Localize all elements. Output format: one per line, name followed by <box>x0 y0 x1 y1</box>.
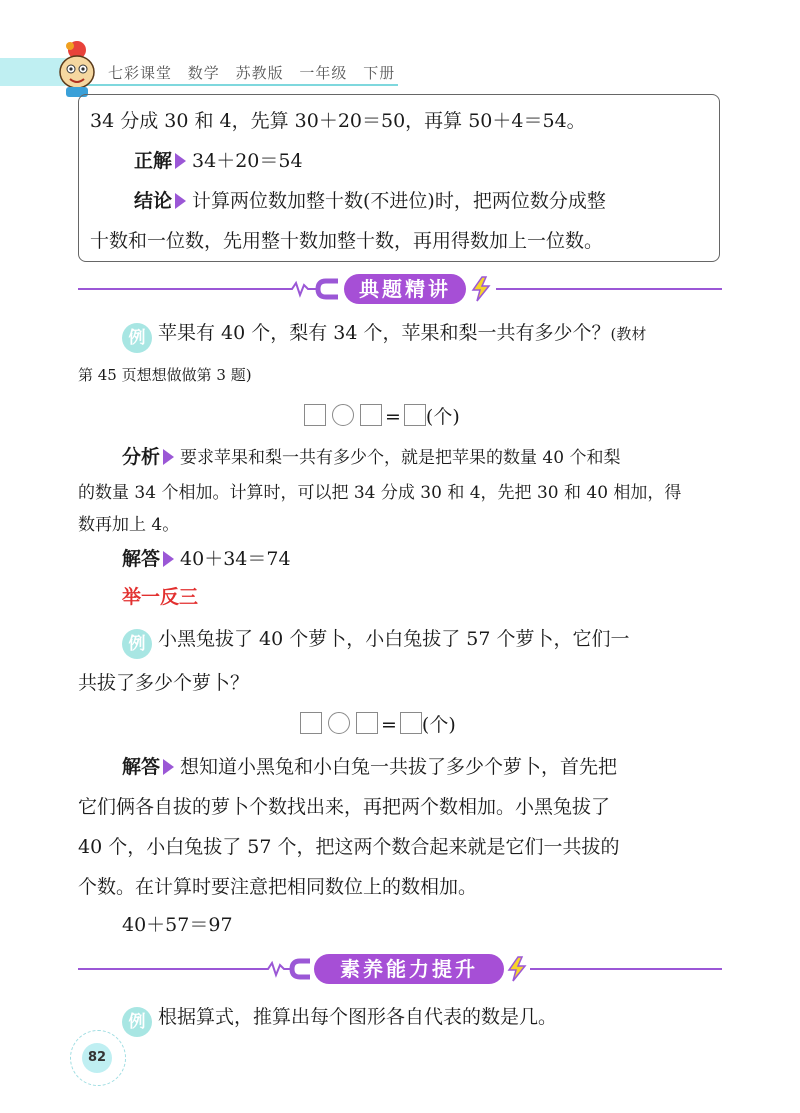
analysis-label: 分析 <box>122 446 161 468</box>
example-1-question <box>122 318 646 353</box>
answer-label: 解答 <box>122 756 161 778</box>
header-series: 七彩课堂 <box>108 64 173 82</box>
practice-answer-line-3: 40 个，小白兔拔了 57 个，把这两个数合起来就是它们一共拔的 <box>78 836 620 858</box>
triangle-icon <box>163 551 174 567</box>
section-title-banner: 素养能力提升 <box>314 954 504 984</box>
answer-line-1 <box>122 544 291 571</box>
practice-answer-line-4: 个数。在计算时要注意把相同数位上的数相加。 <box>78 876 478 898</box>
answer-label: 解答 <box>122 548 161 570</box>
conclusion-text-1: 计算两位数加整十数(不进位)时，把两位数分成整 <box>192 190 606 212</box>
section-title-banner: 典题精讲 <box>344 274 466 304</box>
header-edition: 苏教版 <box>235 64 284 82</box>
running-header <box>108 62 405 83</box>
answer-template-2 <box>300 710 456 737</box>
mascot-icon <box>52 38 102 98</box>
example-badge: 例 <box>122 1007 152 1037</box>
section-divider-right <box>530 968 722 970</box>
example-1-source-b: 第 45 页想想做做第 3 题) <box>78 366 252 384</box>
equals-sign: = <box>385 406 401 428</box>
analysis-line-3: 数再加上 4。 <box>78 515 180 535</box>
box-line-1: 34 分成 30 和 4，先算 30＋20＝50，再算 50＋4＝54。 <box>90 110 586 132</box>
page-number: 82 <box>82 1043 112 1073</box>
section2-question <box>122 1002 557 1037</box>
answer-template-1 <box>304 402 460 429</box>
header-rule <box>78 84 398 86</box>
example-1-source-a: (教材 <box>610 325 647 343</box>
section-divider-right <box>496 288 722 290</box>
blank-square[interactable] <box>404 404 426 426</box>
example-badge: 例 <box>122 629 152 659</box>
practice-answer-line-2: 它们俩各自拔的萝卜个数找出来，再把两个数相加。小黑兔拔了 <box>78 796 611 818</box>
wave-magnet-icon <box>258 956 314 982</box>
conclusion-label: 结论 <box>134 190 173 212</box>
blank-square[interactable] <box>304 404 326 426</box>
section2-question-text: 根据算式，推算出每个图形各自代表的数是几。 <box>158 1006 558 1028</box>
unit-label: (个) <box>421 714 456 736</box>
blank-square[interactable] <box>360 404 382 426</box>
blank-circle[interactable] <box>332 404 354 426</box>
triangle-icon <box>175 153 186 169</box>
correct-text: 34＋20＝54 <box>192 150 303 172</box>
practice-title: 举一反三 <box>122 586 199 608</box>
practice-question-line-1 <box>122 624 630 659</box>
section-divider-left <box>78 968 258 970</box>
triangle-icon <box>175 193 186 209</box>
equals-sign: = <box>381 714 397 736</box>
header-grade: 一年级 <box>299 64 348 82</box>
correct-answer-line <box>134 146 303 173</box>
analysis-line-2: 的数量 34 个相加。计算时，可以把 34 分成 30 和 4，先把 30 和 40 相加，得 <box>78 483 682 503</box>
blank-square[interactable] <box>300 712 322 734</box>
analysis-line-1 <box>122 442 620 469</box>
answer-text: 40＋34＝74 <box>180 548 291 570</box>
blank-circle[interactable] <box>328 712 350 734</box>
section-divider-left <box>78 288 278 290</box>
practice-answer-equation: 40＋57＝97 <box>122 914 233 936</box>
practice-question-line-2: 共拔了多少个萝卜？ <box>78 672 250 694</box>
practice-question-text-1: 小黑兔拔了 40 个萝卜，小白兔拔了 57 个萝卜，它们一 <box>158 628 630 650</box>
unit-label: (个) <box>425 406 460 428</box>
wave-magnet-icon <box>278 276 342 302</box>
correct-label: 正解 <box>134 150 173 172</box>
triangle-icon <box>163 449 174 465</box>
analysis-text-1: 要求苹果和梨一共有多少个，就是把苹果的数量 40 个和梨 <box>180 448 621 468</box>
conclusion-line-1 <box>134 186 606 213</box>
header-subject: 数学 <box>187 64 220 82</box>
practice-answer-text-1: 想知道小黑兔和小白兔一共拔了多少个萝卜，首先把 <box>180 756 618 778</box>
lightning-icon <box>470 276 492 302</box>
example-badge: 例 <box>122 323 152 353</box>
example-1-text: 苹果有 40 个，梨有 34 个，苹果和梨一共有多少个？ <box>158 322 611 344</box>
lightning-icon <box>506 956 528 982</box>
practice-answer-line-1 <box>122 752 617 779</box>
header-volume: 下册 <box>363 64 396 82</box>
conclusion-line-2: 十数和一位数，先用整十数加整十数，再用得数加上一位数。 <box>90 230 604 252</box>
blank-square[interactable] <box>400 712 422 734</box>
blank-square[interactable] <box>356 712 378 734</box>
triangle-icon <box>163 759 174 775</box>
